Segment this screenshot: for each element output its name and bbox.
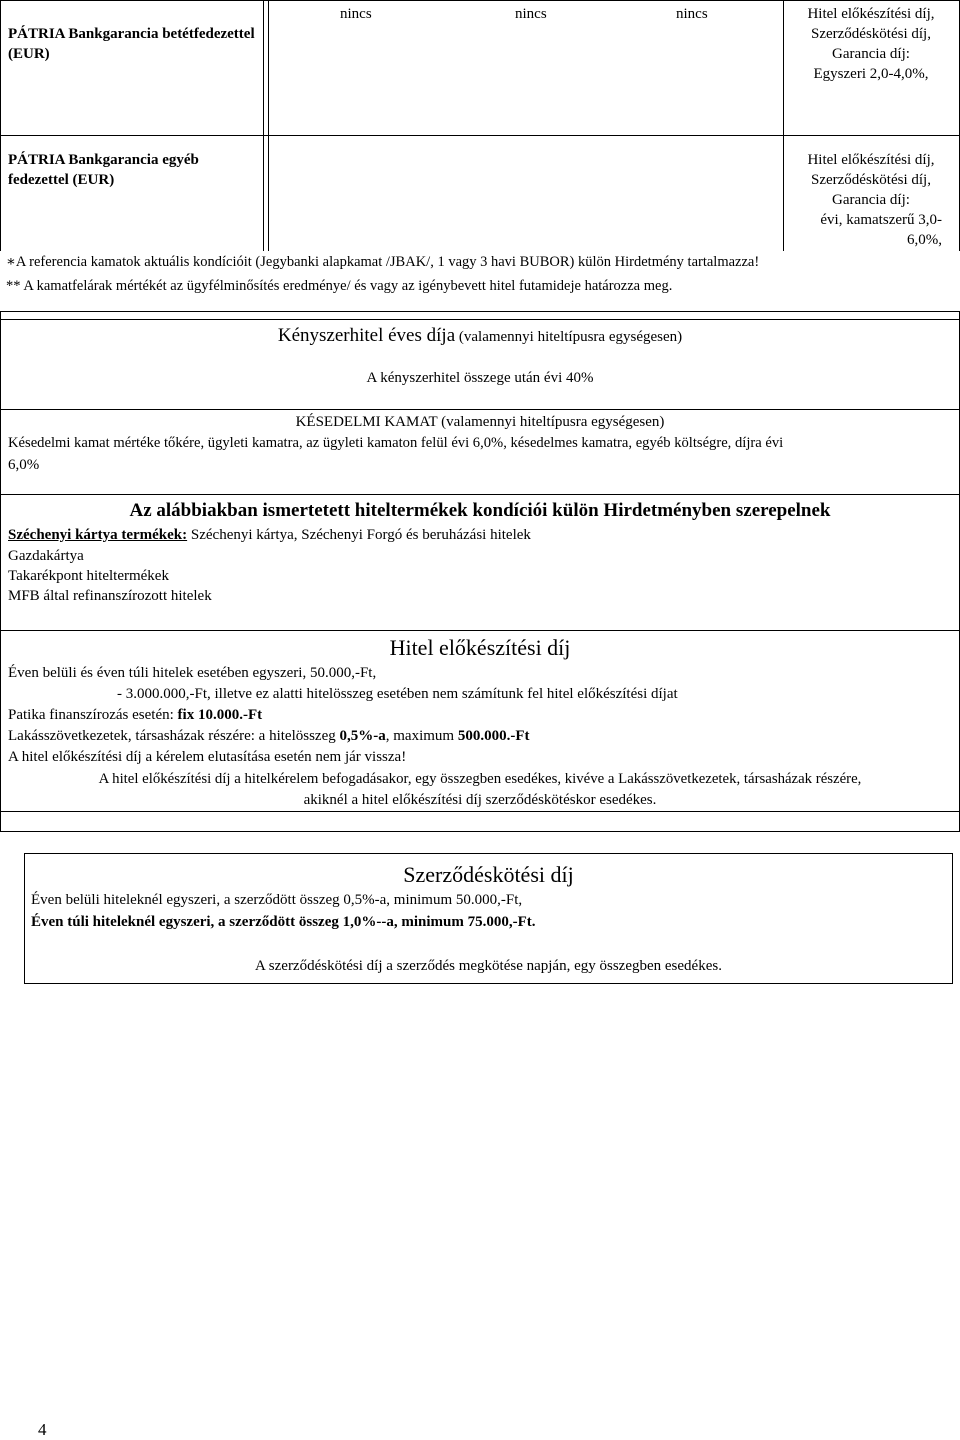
prep-fee-line4	[8, 726, 529, 746]
products-title: Az alábbiakban ismertetett hiteltermékek kondíciói külön Hirdetményben szerepelnek	[129, 500, 831, 521]
fee-line: Garancia díj:	[832, 46, 910, 62]
fee-line: Szerződéskötési díj,	[811, 172, 931, 188]
contract-fee-line2: Éven túli hiteleknél egyszeri, a szerződött összeg 1,0%--a, minimum 75.000,-Ft.	[31, 914, 536, 930]
prep-fee-amount: 500.000.-Ft	[457, 728, 530, 744]
szechenyi-line	[8, 525, 531, 545]
prep-fee-amount: fix 10.000.-Ft	[177, 707, 263, 723]
row1-col2-value: nincs	[340, 6, 372, 22]
product-item: MFB által refinanszírozott hitelek	[8, 588, 212, 604]
product-item: Takarékpont hiteltermékek	[8, 568, 169, 584]
prep-fee-percent: 0,5%-a	[339, 728, 386, 744]
prep-fee-line7: akiknél a hitel előkészítési díj szerződéskötéskor esedékes.	[303, 792, 657, 808]
contract-fee-line3: A szerződéskötési díj a szerződés megkötése napján, egy összegben esedékes.	[255, 958, 722, 974]
fee-line: Garancia díj:	[832, 192, 910, 208]
footnote-reference-rates: ∗A referencia kamatok aktuális kondícióit (Jegybanki alapkamat /JBAK/, 1 vagy 3 havi BUBOR) külön Hirdetmény tartalmazza!	[6, 254, 760, 270]
prep-fee-line6: A hitel előkészítési díj a hitelkérelem befogadásakor, egy összegben esedékes, kivéve a Lakásszövetkezetek, társasházak részére,	[98, 771, 862, 787]
prep-fee-line3	[8, 705, 262, 725]
contract-fee-line1: Éven belüli hiteleknél egyszeri, a szerződött összeg 0,5%-a, minimum 50.000,-Ft,	[31, 892, 523, 908]
fee-line: Hitel előkészítési díj,	[807, 6, 935, 22]
prep-fee-line1: Éven belüli és éven túli hitelek esetében egyszeri, 50.000,-Ft,	[8, 665, 377, 681]
forced-loan-title-note: (valamennyi hiteltípusra egységesen)	[455, 329, 683, 345]
prep-fee-title: Hitel előkészítési díj	[389, 635, 571, 660]
forced-loan-title	[0, 323, 960, 350]
fee-line: Szerződéskötési díj,	[811, 26, 931, 42]
szechenyi-label: Széchenyi kártya termékek:	[8, 527, 188, 543]
prep-fee-text: Lakásszövetkezetek, társasházak részére: a hitelösszeg	[8, 728, 340, 744]
fee-line: Hitel előkészítési díj,	[807, 152, 935, 168]
page-number: 4	[38, 1420, 47, 1439]
product-name-line: PÁTRIA Bankgarancia egyéb	[8, 152, 199, 168]
forced-loan-text: A kényszerhitel összege után évi 40%	[366, 370, 594, 386]
prep-fee-line2: - 3.000.000,-Ft, illetve ez alatti hitelösszeg esetében nem számítunk fel hitel előkészítési díjat	[117, 686, 678, 702]
contract-fee-title: Szerződéskötési díj	[403, 862, 574, 887]
fee-line: 6,0%,	[907, 232, 942, 248]
row1-fees	[786, 4, 956, 84]
footnote-margins: ** A kamatfelárak mértékét az ügyfélminősítés eredménye/ és vagy az igénybevett hitel futamideje határozza meg.	[6, 278, 673, 294]
prep-fee-text: Patika finanszírozás esetén:	[8, 707, 178, 723]
fee-line: Egyszeri 2,0-4,0%,	[813, 66, 929, 82]
forced-loan-title-main: Kényszerhitel éves díja	[277, 325, 456, 346]
prep-fee-text: , maximum	[385, 728, 458, 744]
late-interest-line2: 6,0%	[8, 457, 40, 473]
product-item: Gazdakártya	[8, 548, 84, 564]
late-interest-line1: Késedelmi kamat mértéke tőkére, ügyleti kamatra, az ügyleti kamaton felül évi 6,0%, késedelmes kamatra, egyéb költségre, díjra évi	[8, 435, 784, 451]
row2-fees	[786, 150, 956, 250]
contract-fee-box	[24, 853, 953, 984]
product-name-row1: PÁTRIA Bankgarancia betétfedezettel (EUR)	[8, 26, 255, 62]
product-name-line: fedezettel (EUR)	[8, 172, 115, 188]
late-interest-title: KÉSEDELMI KAMAT (valamennyi hiteltípusra egységesen)	[295, 414, 665, 430]
prep-fee-line5: A hitel előkészítési díj a kérelem elutasítása esetén nem jár vissza!	[8, 749, 407, 765]
product-name-row2	[8, 150, 258, 190]
row1-col3-value: nincs	[515, 6, 547, 22]
szechenyi-text: Széchenyi kártya, Széchenyi Forgó és beruházási hitelek	[187, 527, 531, 543]
fee-line: évi, kamatszerű 3,0-	[820, 212, 942, 228]
row1-col4-value: nincs	[676, 6, 708, 22]
